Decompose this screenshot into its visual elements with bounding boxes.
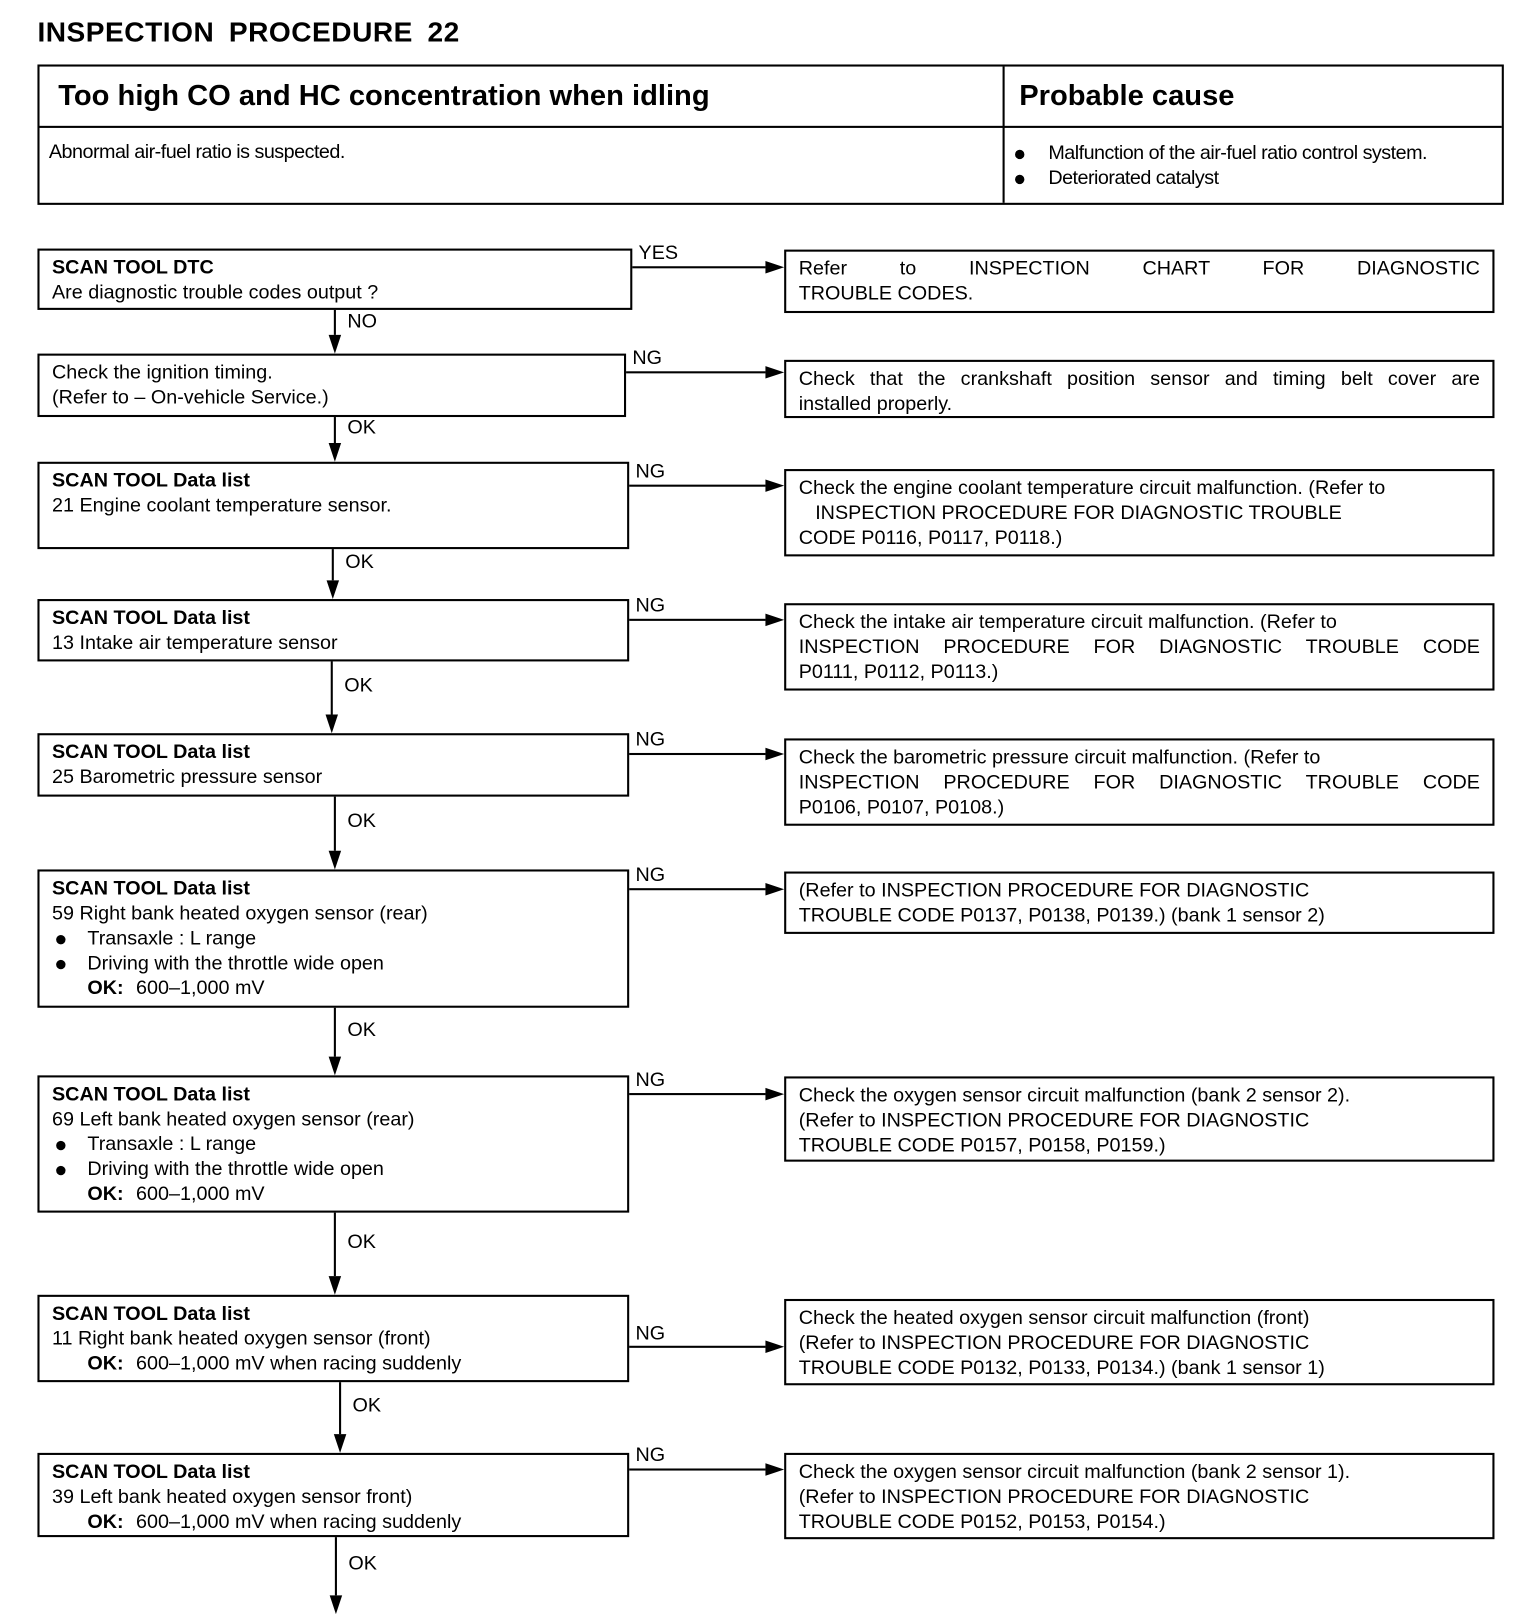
arrow-down-icon [329,1057,341,1076]
action-box [784,250,1494,313]
down-label: OK [345,551,374,574]
symptom-heading: Too high CO and HC concentration when idling [58,79,710,112]
action-text: Refer to INSPECTION CHART FOR DIAGNOSTIC [798,257,1480,280]
action-text: (Refer to INSPECTION PROCEDURE FOR DIAGNOSTIC [798,1486,1310,1508]
ok-label: OK: [87,1511,124,1533]
action-text: TROUBLE CODE P0137, P0138, P0139.) (bank 1 sensor 2) [798,904,1325,927]
check-heading: SCAN TOOL DTC [52,256,214,279]
check-heading: SCAN TOOL Data list [52,470,251,492]
arrow-right-icon [765,1088,784,1100]
branch-label: NG [635,594,666,617]
down-label: OK [347,810,376,832]
branch-line [629,1468,765,1470]
probable-cause-heading: Probable cause [1019,79,1235,112]
check-box [37,599,629,661]
ok-label: OK: [87,1353,124,1375]
branch-label: NG [635,1069,666,1091]
ok-value: 600–1,000 mV when racing suddenly [136,1511,462,1533]
action-text: Check the engine coolant temperature circuit malfunction. (Refer to [798,477,1386,500]
check-text: Check the ignition timing. [52,361,273,384]
action-text: INSPECTION PROCEDURE FOR DIAGNOSTIC TROUBLE CODE [798,636,1480,659]
action-box [784,1299,1494,1385]
action-text: Check the heated oxygen sensor circuit malfunction (front) [798,1307,1310,1330]
arrow-right-icon [765,614,784,626]
arrow-down-icon [327,580,339,599]
branch-label: NG [635,1444,666,1467]
check-heading: SCAN TOOL Data list [52,607,251,630]
check-heading: SCAN TOOL Data list [52,1303,251,1325]
down-line [332,549,334,580]
arrow-right-icon [765,748,784,760]
arrow-right-icon [765,1463,784,1475]
action-text: installed properly. [798,393,953,415]
down-line [335,1537,337,1595]
check-condition: Driving with the throttle wide open [52,952,615,977]
check-text: 25 Barometric pressure sensor [52,766,323,789]
down-label: NO [347,310,377,333]
check-heading: SCAN TOOL Data list [52,1461,251,1484]
check-text: 13 Intake air temperature sensor [52,632,338,655]
down-line [334,1008,336,1057]
branch-line [626,371,765,373]
down-line [334,310,336,335]
branch-label: YES [638,242,679,265]
action-text: INSPECTION PROCEDURE FOR DIAGNOSTIC TROUBLE [798,502,1342,525]
arrow-right-icon [765,261,784,273]
branch-label: NG [632,347,662,370]
check-ok-criteria [52,1352,615,1377]
cause-item: Malfunction of the air-fuel ratio control system. [1011,141,1427,166]
action-text: TROUBLE CODE P0132, P0133, P0134.) (bank 1 sensor 1) [798,1357,1325,1380]
down-label: OK [347,1230,376,1253]
check-box [37,1295,629,1382]
arrow-down-icon [330,1595,342,1614]
arrow-right-icon [765,479,784,491]
action-box [784,360,1494,418]
arrow-down-icon [329,443,341,462]
action-box [784,1453,1494,1539]
action-text: Check the barometric pressure circuit malfunction. (Refer to [798,746,1321,769]
action-text: (Refer to INSPECTION PROCEDURE FOR DIAGNOSTIC [798,1109,1310,1132]
action-text: INSPECTION PROCEDURE FOR DIAGNOSTIC TROUBLE CODE [798,771,1480,794]
check-box [37,1075,629,1212]
check-box [37,869,629,1007]
arrow-down-icon [329,335,341,354]
action-text: TROUBLE CODE P0152, P0153, P0154.) [798,1511,1166,1533]
check-heading: SCAN TOOL Data list [52,877,251,900]
check-text: 59 Right bank heated oxygen sensor (rear) [52,902,428,925]
branch-label: NG [635,1322,666,1345]
check-heading: SCAN TOOL Data list [52,741,251,764]
action-text: Check the oxygen sensor circuit malfunction (bank 2 sensor 1). [798,1461,1351,1484]
action-box [784,872,1494,934]
action-text: Check the intake air temperature circuit malfunction. (Refer to [798,611,1337,634]
action-box [784,603,1494,690]
down-line [334,1213,336,1276]
action-box [784,738,1494,825]
branch-label: NG [635,864,666,887]
ok-label: OK: [87,977,124,1000]
ok-value: 600–1,000 mV when racing suddenly [136,1353,462,1375]
arrow-right-icon [765,883,784,895]
check-ok-criteria [52,1182,615,1207]
check-condition: Transaxle : L range [52,927,615,952]
branch-line [629,888,765,890]
down-line [331,661,333,714]
ok-value: 600–1,000 mV [136,1183,265,1206]
action-text: CODE P0116, P0117, P0118.) [798,527,1063,550]
check-box [37,249,632,310]
action-text: TROUBLE CODES. [798,282,974,305]
action-text: (Refer to INSPECTION PROCEDURE FOR DIAGNOSTIC [798,1332,1310,1355]
arrow-right-icon [765,366,784,378]
symptom-description: Abnormal air-fuel ratio is suspected. [48,141,345,164]
check-text: Are diagnostic trouble codes output ? [52,281,379,304]
down-label: OK [347,416,376,439]
arrow-down-icon [334,1434,346,1453]
down-line [334,797,336,851]
action-text: TROUBLE CODE P0157, P0158, P0159.) [798,1134,1166,1157]
branch-line [629,1093,765,1095]
check-box [37,354,626,417]
check-condition: Driving with the throttle wide open [52,1158,615,1183]
action-box [784,469,1494,556]
down-label: OK [347,1018,376,1041]
branch-label: NG [635,729,666,751]
check-heading: SCAN TOOL Data list [52,1083,251,1106]
check-text: 21 Engine coolant temperature sensor. [52,495,392,517]
row-divider [40,126,1502,128]
down-label: OK [352,1394,382,1417]
down-line [339,1382,341,1434]
cause-item: Deteriorated catalyst [1011,166,1427,191]
symptom-table [37,64,1503,204]
check-text: 39 Left bank heated oxygen sensor front) [52,1486,413,1508]
down-label: OK [344,674,373,697]
action-text: Check that the crankshaft position sensor and timing belt cover are [798,368,1480,390]
ok-value: 600–1,000 mV [136,977,265,1000]
check-box [37,462,629,549]
action-text: P0106, P0107, P0108.) [798,796,1005,819]
branch-line [632,266,765,268]
branch-line [629,619,765,621]
check-text: 69 Left bank heated oxygen sensor (rear) [52,1108,415,1131]
column-divider [1003,67,1005,203]
branch-line [629,753,765,755]
check-text: (Refer to – On-vehicle Service.) [52,386,329,409]
down-label: OK [348,1552,377,1575]
down-line [334,417,336,443]
action-text: (Refer to INSPECTION PROCEDURE FOR DIAGNOSTIC [798,879,1310,902]
check-box [37,733,629,796]
cause-list [1011,141,1427,191]
ok-label: OK: [87,1183,124,1206]
check-box [37,1453,629,1537]
check-ok-criteria [52,1510,615,1535]
page-title: INSPECTION PROCEDURE 22 [37,16,460,48]
branch-line [629,485,765,487]
action-box [784,1076,1494,1161]
arrow-down-icon [329,851,341,870]
check-ok-criteria [52,977,615,1002]
branch-label: NG [635,460,666,483]
branch-line [629,1346,765,1348]
check-condition: Transaxle : L range [52,1133,615,1158]
action-text: P0111, P0112, P0113.) [798,661,999,684]
action-text: Check the oxygen sensor circuit malfunction (bank 2 sensor 2). [798,1084,1351,1107]
arrow-right-icon [765,1341,784,1353]
arrow-down-icon [326,714,338,733]
check-text: 11 Right bank heated oxygen sensor (front) [52,1328,431,1350]
arrow-down-icon [329,1276,341,1295]
